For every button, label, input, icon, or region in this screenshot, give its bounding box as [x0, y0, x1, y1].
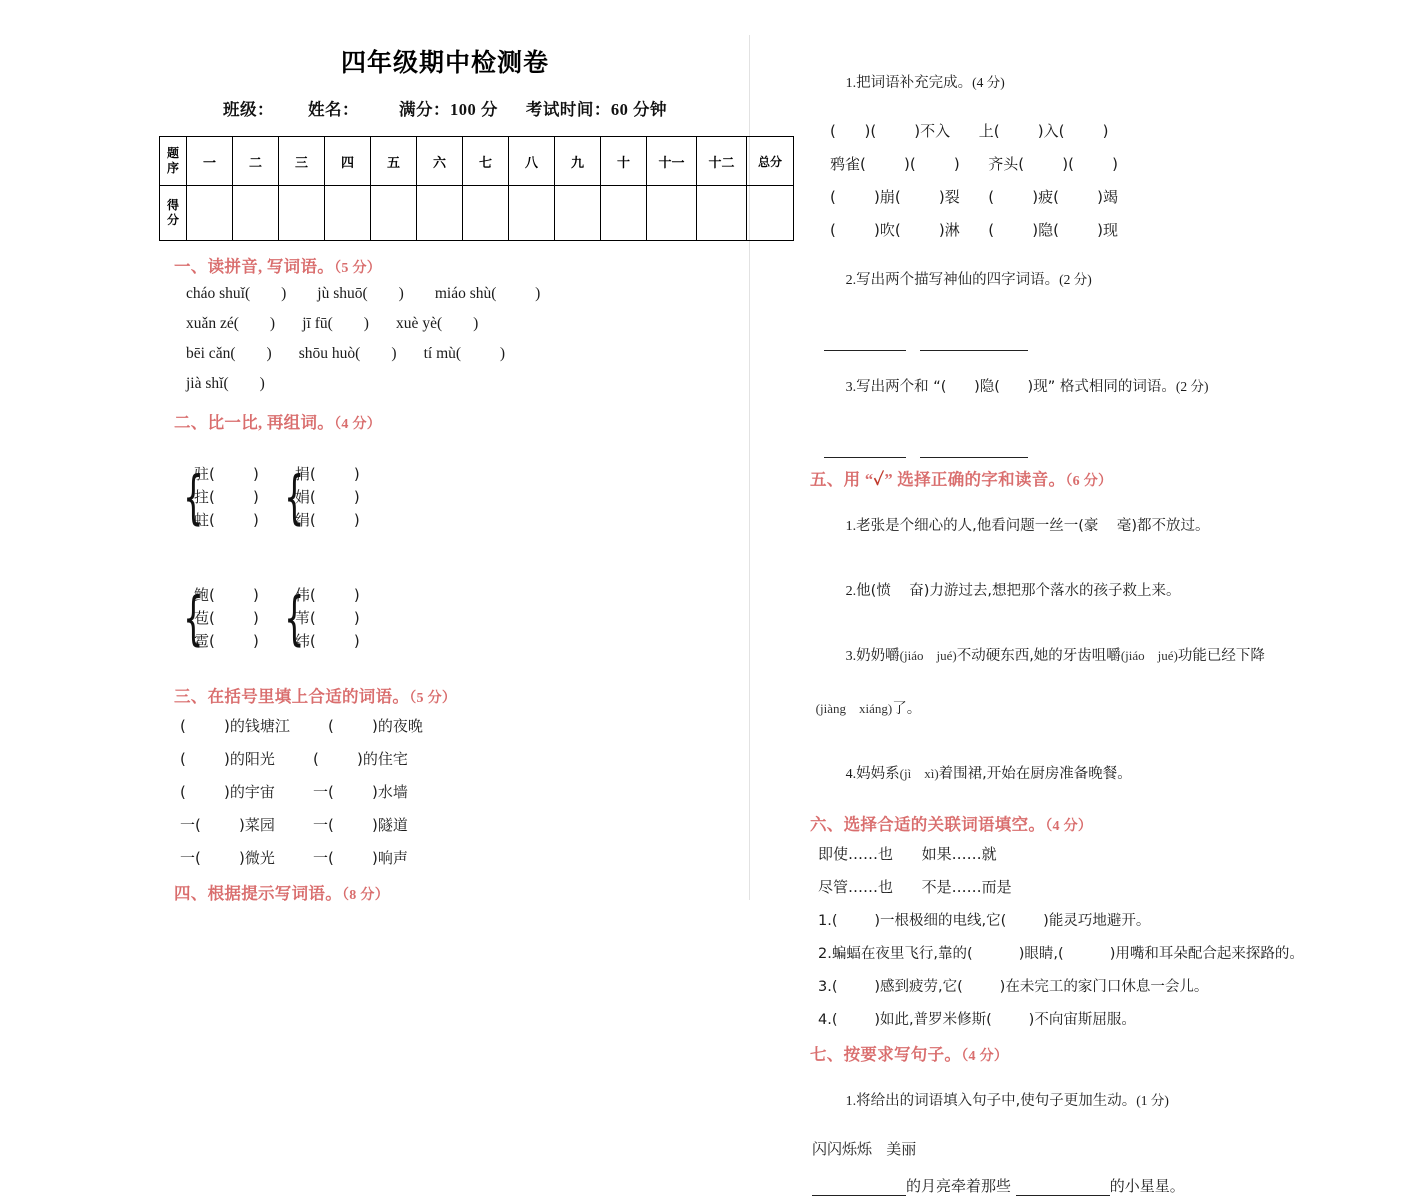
score-cell-10[interactable] — [601, 186, 647, 241]
col-header-9: 九 — [555, 137, 601, 186]
page-title: 四年级期中检测卷 — [340, 48, 549, 77]
section-7-heading: 七、按要求写句子。（4 分） — [810, 1045, 1009, 1064]
score-cell-total[interactable] — [747, 186, 794, 241]
section-2-group-1 — [180, 463, 740, 532]
table-row-question-index — [160, 137, 794, 186]
score-cell-12[interactable] — [697, 186, 747, 241]
section-4-item-1-prompt: 1.把词语补充完成。(4 分) — [845, 75, 1005, 91]
section-2-g1-left-1[interactable]: 驻( ) — [194, 465, 259, 483]
section-4-item-1-line-4[interactable]: ( )吹( )淋 ( )隐( )现 — [830, 221, 1119, 239]
section-4-item-1-line-3[interactable]: ( )崩( )裂 ( )疲( )竭 — [830, 188, 1119, 206]
answer-blank[interactable] — [920, 335, 1028, 351]
section-2-g1-left-3[interactable]: 蛀( ) — [194, 511, 259, 529]
section-2-heading: 二、比一比, 再组词。（4 分） — [174, 413, 382, 432]
section-4-item-1-line-1[interactable]: ( )( )不入 上( )入( ) — [830, 122, 1109, 140]
col-header-2: 二 — [233, 137, 279, 186]
section-6-word-bank-2: 尽管……也 不是……而是 — [818, 878, 1012, 896]
section-6-item-4[interactable]: 4.( )如此,普罗米修斯( )不向宙斯屈服。 — [818, 1012, 1136, 1028]
col-header-6: 六 — [417, 137, 463, 186]
score-table — [159, 136, 794, 241]
section-3-line-5[interactable]: 一( )微光 一( )响声 — [180, 849, 408, 867]
score-cell-5[interactable] — [371, 186, 417, 241]
brace-group-zhu — [180, 463, 259, 532]
section-4-heading: 四、根据提示写词语。（8 分） — [174, 884, 389, 903]
section-3-line-4[interactable]: 一( )菜园 一( )隧道 — [180, 816, 408, 834]
left-brace-icon: { — [284, 583, 305, 652]
col-header-12: 十二 — [697, 137, 747, 186]
section-1-line-1[interactable]: cháo shuǐ( ) jù shuō( ) miáo shù( ) — [186, 285, 541, 302]
section-5-item-3-continued[interactable]: (jiàng xiáng)了。 — [815, 701, 922, 717]
right-column — [800, 0, 1370, 1196]
score-cell-11[interactable] — [647, 186, 697, 241]
section-5-item-3[interactable]: 3.奶奶嚼(jiáo jué)不动硬东西,她的牙齿咀嚼(jiáo jué)功能已经下降 — [845, 648, 1265, 664]
col-header-3: 三 — [279, 137, 325, 186]
left-brace-icon: { — [183, 583, 204, 652]
section-2-g2-right-1[interactable]: 伟( ) — [294, 586, 360, 604]
section-4-item-3-prompt: 3.写出两个和 “( )隐( )现” 格式相同的词语。(2 分) — [845, 379, 1209, 395]
section-3-line-2[interactable]: ( )的阳光 ( )的住宅 — [180, 750, 408, 768]
score-cell-4[interactable] — [325, 186, 371, 241]
section-6-item-3[interactable]: 3.( )感到疲劳,它( )在未完工的家门口休息一会儿。 — [818, 979, 1209, 995]
section-6-word-bank-1: 即使……也 如果……就 — [818, 845, 997, 863]
section-2-g2-right-3[interactable]: 纬( ) — [294, 632, 360, 650]
section-6-heading: 六、选择合适的关联词语填空。（4 分） — [810, 815, 1093, 834]
full-score-label: 满分：100 分 — [399, 100, 498, 119]
section-4-item-2-answer-blanks[interactable] — [824, 333, 1370, 351]
section-4-item-1-line-2[interactable]: 鸦雀( )( ) 齐头( )( ) — [830, 155, 1119, 173]
section-7-sentence[interactable]: 的月亮牵着那些 的小星星。 — [812, 1175, 1370, 1196]
section-1-line-4[interactable]: jià shǐ( ) — [186, 375, 265, 392]
left-column — [150, 0, 782, 904]
answer-blank[interactable] — [920, 442, 1028, 458]
left-brace-icon: { — [183, 462, 204, 531]
sentence-blank-2[interactable] — [1016, 1180, 1110, 1196]
row-label-score: 得 分 — [160, 186, 187, 241]
col-header-11: 十一 — [647, 137, 697, 186]
class-label: 班级： — [223, 100, 274, 119]
table-row-score — [160, 186, 794, 241]
section-2-g2-right-2[interactable]: 苇( ) — [294, 609, 360, 627]
score-cell-9[interactable] — [555, 186, 601, 241]
section-5-heading: 五、用 “✓” 选择正确的字和读音。（6 分） — [810, 470, 1113, 489]
col-header-10: 十 — [601, 137, 647, 186]
brace-group-wei — [281, 584, 360, 653]
brace-group-juan — [281, 463, 360, 532]
check-mark-icon: ✓ — [873, 470, 885, 489]
section-2-g1-right-1[interactable]: 捐( ) — [294, 465, 360, 483]
score-cell-8[interactable] — [509, 186, 555, 241]
score-cell-2[interactable] — [233, 186, 279, 241]
answer-blank[interactable] — [824, 442, 906, 458]
section-3-heading: 三、在括号里填上合适的词语。（5 分） — [174, 687, 457, 706]
section-5-item-1[interactable]: 1.老张是个细心的人,他看问题一丝一(豪 毫)都不放过。 — [845, 518, 1210, 534]
section-2-g2-left-2[interactable]: 苞( ) — [194, 609, 259, 627]
section-1-line-3[interactable]: bēi cǎn( ) shōu huò( ) tí mù( ) — [186, 345, 505, 362]
sentence-blank-1[interactable] — [812, 1180, 906, 1196]
exam-info-line — [150, 96, 740, 120]
row-label-question-index: 题 序 — [160, 137, 187, 186]
section-5-item-2[interactable]: 2.他(愤 奋)力游过去,想把那个落水的孩子救上来。 — [845, 583, 1181, 599]
name-label: 姓名： — [308, 100, 359, 119]
col-header-1: 一 — [187, 137, 233, 186]
section-1-heading: 一、读拼音, 写词语。（5 分） — [174, 257, 382, 276]
section-2-g1-left-2[interactable]: 拄( ) — [194, 488, 259, 506]
section-5-item-4[interactable]: 4.妈妈系(jì xì)着围裙,开始在厨房准备晚餐。 — [845, 766, 1132, 782]
col-header-total: 总分 — [747, 137, 794, 186]
section-2-g2-left-1[interactable]: 鲍( ) — [194, 586, 259, 604]
section-3-line-3[interactable]: ( )的宇宙 一( )水墙 — [180, 783, 408, 801]
score-cell-1[interactable] — [187, 186, 233, 241]
score-cell-7[interactable] — [463, 186, 509, 241]
section-2-g1-right-3[interactable]: 绢( ) — [294, 511, 360, 529]
section-7-word-bank: 闪闪烁烁 美丽 — [812, 1140, 917, 1158]
exam-time-label: 考试时间：60 分钟 — [525, 100, 667, 119]
answer-blank[interactable] — [824, 335, 906, 351]
section-6-item-1[interactable]: 1.( )一根极细的电线,它( )能灵巧地避开。 — [818, 913, 1151, 929]
section-2-g2-left-3[interactable]: 雹( ) — [194, 632, 259, 650]
score-cell-3[interactable] — [279, 186, 325, 241]
section-6-item-2[interactable]: 2.蝙蝠在夜里飞行,靠的( )眼睛,( )用嘴和耳朵配合起来探路的。 — [818, 946, 1304, 962]
section-2-g1-right-2[interactable]: 娟( ) — [294, 488, 360, 506]
section-7-item-1-prompt: 1.将给出的词语填入句子中,使句子更加生动。(1 分) — [845, 1093, 1169, 1109]
score-cell-6[interactable] — [417, 186, 463, 241]
section-4-item-3-answer-blanks[interactable] — [824, 440, 1370, 458]
col-header-7: 七 — [463, 137, 509, 186]
section-1-line-2[interactable]: xuǎn zé( ) jī fū( ) xuè yè( ) — [186, 315, 479, 332]
section-2-group-2 — [180, 584, 740, 653]
left-brace-icon: { — [284, 462, 305, 531]
section-3-line-1[interactable]: ( )的钱塘江 ( )的夜晚 — [180, 717, 423, 735]
section-4-item-2-prompt: 2.写出两个描写神仙的四字词语。(2 分) — [845, 272, 1092, 288]
col-header-8: 八 — [509, 137, 555, 186]
col-header-5: 五 — [371, 137, 417, 186]
brace-group-bao — [180, 584, 259, 653]
col-header-4: 四 — [325, 137, 371, 186]
